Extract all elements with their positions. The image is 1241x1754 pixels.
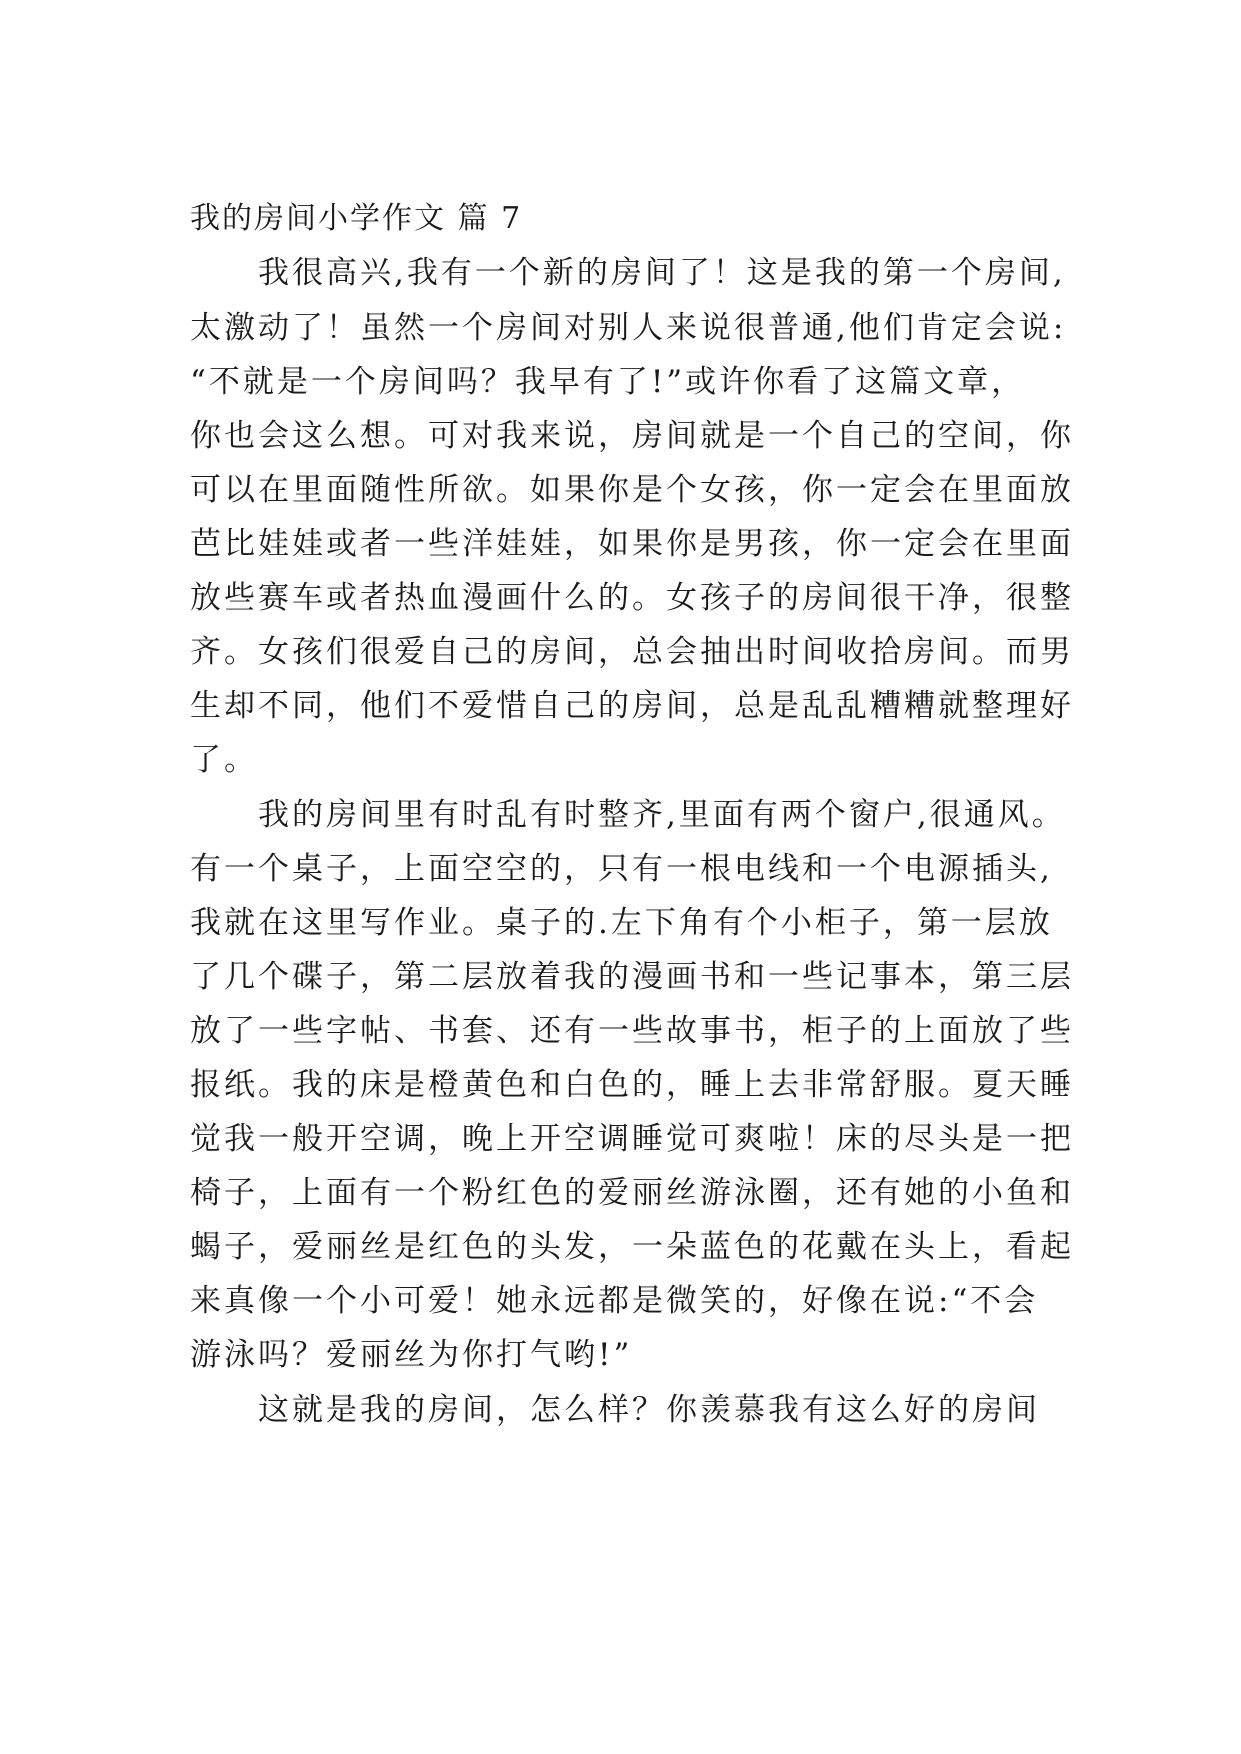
paragraph-line: 我很高兴,我有一个新的房间了！这是我的第一个房间, xyxy=(258,255,1066,291)
paragraph-line: 报纸。我的床是橙黄色和白色的，睡上去非常舒服。夏天睡 xyxy=(190,1067,1074,1103)
paragraph-line: 有一个桌子，上面空空的，只有一根电线和一个电源插头, xyxy=(190,851,1053,887)
paragraph-line: 来真像一个小可爱！她永远都是微笑的，好像在说:“不会 xyxy=(190,1283,1039,1319)
paragraph-line: 你也会这么想。可对我来说，房间就是一个自己的空间，你 xyxy=(190,418,1074,454)
paragraph-line: 太激动了！虽然一个房间对别人来说很普通,他们肯定会说: xyxy=(190,310,1067,346)
paragraph-line: 了。 xyxy=(190,742,258,778)
paragraph-line: 了几个碟子，第二层放着我的漫画书和一些记事本，第三层 xyxy=(190,959,1074,995)
paragraph-line: 生却不同，他们不爱惜自己的房间，总是乱乱糟糟就整理好 xyxy=(190,688,1074,724)
paragraph-line: 觉我一般开空调，晚上开空调睡觉可爽啦！床的尽头是一把 xyxy=(190,1121,1074,1157)
paragraph-line: 椅子，上面有一个粉红色的爱丽丝游泳圈，还有她的小鱼和 xyxy=(190,1175,1074,1211)
paragraph-line: 这就是我的房间，怎么样？你羡慕我有这么好的房间 xyxy=(258,1392,1040,1428)
paragraph-line: 游泳吗？爱丽丝为你打气哟!” xyxy=(190,1337,633,1373)
paragraph-line: 蝎子，爱丽丝是红色的头发，一朵蓝色的花戴在头上，看起 xyxy=(190,1229,1074,1265)
paragraph-line: 我就在这里写作业。桌子的.左下角有个小柜子，第一层放 xyxy=(190,905,1053,941)
paragraph-line: 放些赛车或者热血漫画什么的。女孩子的房间很干净，很整 xyxy=(190,580,1074,616)
paragraph-line: 可以在里面随性所欲。如果你是个女孩，你一定会在里面放 xyxy=(190,472,1074,508)
paragraph-line: 芭比娃娃或者一些洋娃娃，如果你是男孩，你一定会在里面 xyxy=(190,526,1074,562)
paragraph-line: 齐。女孩们很爱自己的房间，总会抽出时间收拾房间。而男 xyxy=(190,634,1074,670)
paragraph-line: 放了一些字帖、书套、还有一些故事书，柜子的上面放了些 xyxy=(190,1013,1074,1049)
document-title: 我的房间小学作文 篇 7 xyxy=(190,201,523,236)
paragraph-line: “不就是一个房间吗？我早有了!”或许你看了这篇文章， xyxy=(190,364,1026,400)
paragraph-line: 我的房间里有时乱有时整齐,里面有两个窗户,很通风。 xyxy=(258,797,1066,833)
